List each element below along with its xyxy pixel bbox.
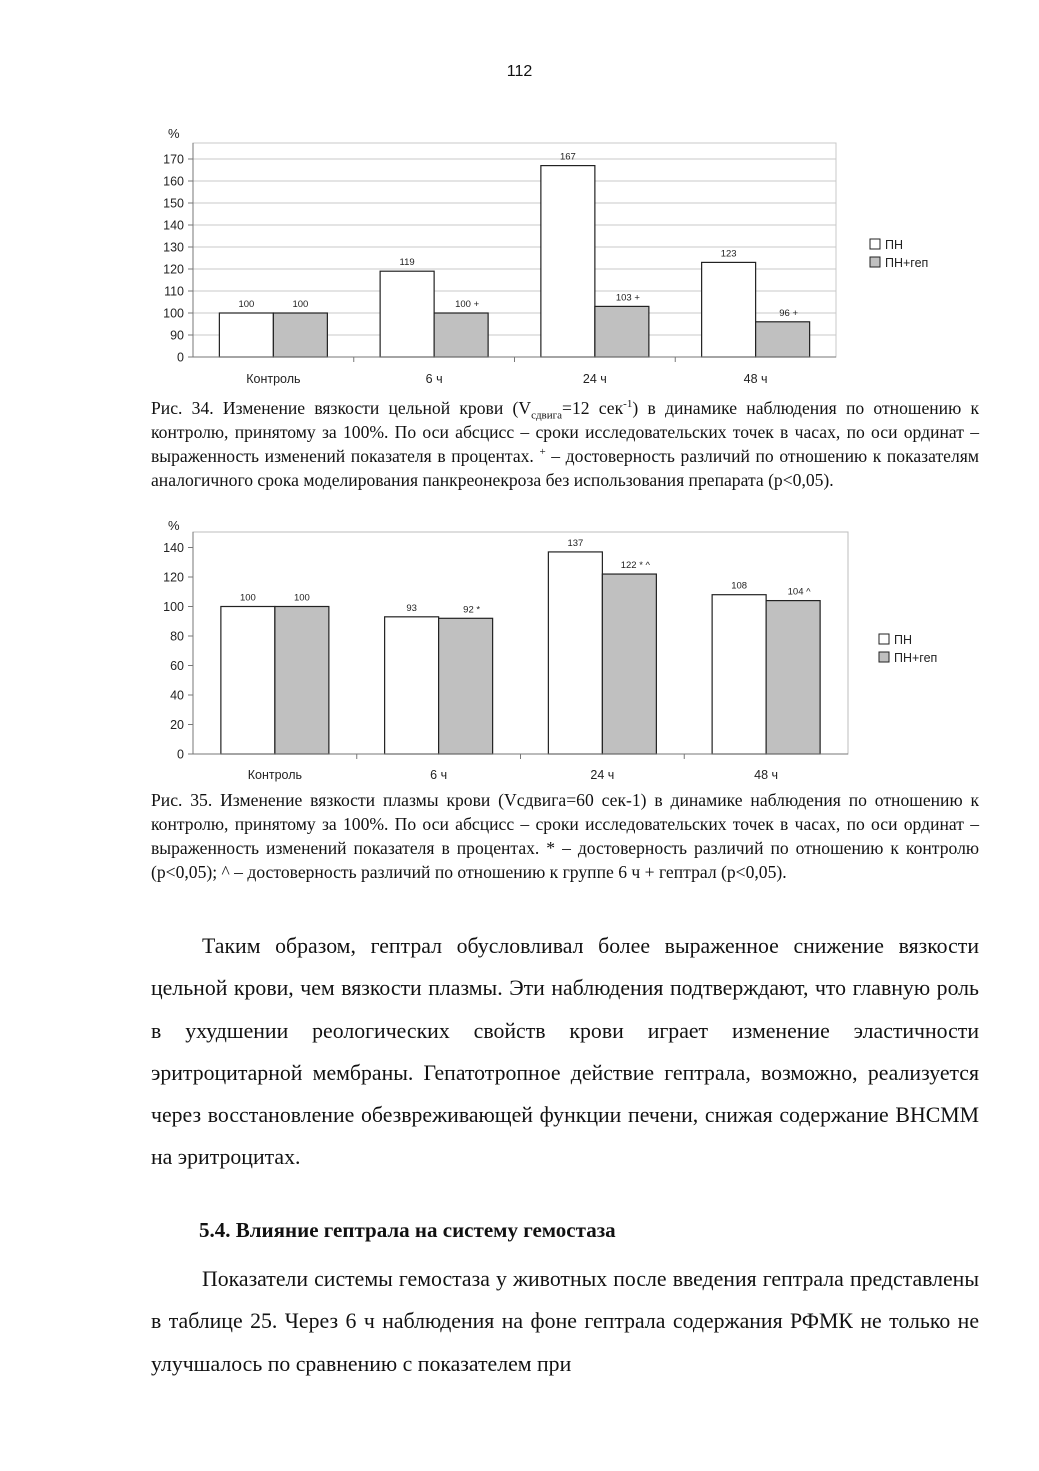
bar — [602, 574, 656, 754]
data-label: 100 — [293, 592, 310, 604]
bar — [221, 607, 275, 755]
bar — [548, 552, 602, 754]
y-tick-label: 0 — [177, 747, 184, 762]
figure-35-caption: Рис. 35. Изменение вязкости плазмы крови (Vсдвига=60 сек-1) в динамике наблюдения по отношению к контролю, принятому за 100%. По оси абсцисс – сроки исследовательских точек в часах, по оси ординат – выраженность изменений показателя в процентах. * – достоверность различий по отношению к контролю (р<0,05); ^ – достоверность различий по отношению к группе 6 ч + гептрал (р<0,05). — [151, 790, 979, 882]
data-label: 93 — [406, 602, 417, 614]
caption-text: Рис. 34. Изменение вязкости цельной крови (V — [151, 398, 532, 418]
bar — [385, 617, 439, 754]
paragraph-text: Показатели системы гемостаза у животных после введения гептрала представлены в таблице 25. Через 6 ч наблюдения на фоне гептрала содержания РФМК не только не улучшалось по сравнению с показателем при — [151, 1267, 979, 1376]
page-number: 112 — [506, 63, 533, 80]
y-tick-label: 20 — [170, 718, 184, 732]
data-label: 123 — [720, 248, 737, 260]
bar — [275, 607, 329, 755]
data-label: 119 — [399, 257, 415, 269]
body-paragraph-2 — [151, 1258, 979, 1385]
data-label: 100 — [292, 299, 309, 310]
paragraph-text: Таким образом, гептрал обусловливал более выраженное снижение вязкости цельной крови, чем вязкости плазмы. Эти наблюдения подтверждают, что главную роль в ухудшении реологических свойств крови играет изменение эластичности эритроцитарной мембраны. Гепатотропное действие гептрала, возможно, реализуется через восстановление обезвреживающей функции печени, снижая содержание ВНСММ на эритроцитах. — [151, 934, 979, 1170]
y-tick-label: 140 — [163, 218, 184, 233]
data-label: 167 — [559, 151, 576, 163]
legend-label: ПН+геп — [885, 256, 929, 270]
legend-label: ПН — [885, 238, 904, 252]
y-tick-label: 90 — [170, 328, 184, 343]
y-tick-label: 40 — [170, 688, 184, 703]
y-tick-label: 120 — [163, 262, 184, 277]
caption-text: – достоверность различий по отношению к показателям аналогичного срока моделирования панкреонекроза без использования препарата (р<0,05). — [151, 446, 979, 490]
y-axis-label: % — [168, 518, 180, 533]
body-paragraph-1 — [151, 925, 979, 1179]
data-label: 103 + — [615, 292, 640, 304]
legend-label: ПН+геп — [894, 651, 938, 665]
x-tick-label: 24 ч — [582, 372, 607, 386]
x-tick-label: 48 ч — [754, 768, 779, 782]
y-tick-label: 120 — [163, 570, 184, 585]
legend-label: ПН — [894, 633, 913, 647]
caption-subscript: сдвига — [531, 409, 563, 422]
caption-superscript: -1 — [623, 398, 633, 411]
y-tick-label: 160 — [163, 174, 184, 189]
x-tick-label: Контроль — [246, 372, 301, 386]
data-label: 104 ^ — [787, 586, 811, 598]
x-tick-label: 6 ч — [425, 372, 443, 386]
data-label: 108 — [731, 580, 748, 592]
y-tick-label: 110 — [164, 284, 184, 299]
caption-text: =12 сек — [562, 398, 624, 418]
data-label: 137 — [567, 537, 584, 549]
x-tick-label: Контроль — [247, 768, 303, 782]
y-tick-label: 130 — [163, 240, 184, 255]
y-tick-label: 170 — [163, 152, 184, 167]
y-tick-label: 100 — [163, 306, 184, 321]
y-axis-label: % — [168, 126, 180, 141]
legend-swatch — [879, 652, 889, 662]
data-label: 122 * ^ — [620, 560, 651, 572]
data-label: 92 * — [463, 604, 481, 616]
y-tick-label: 150 — [163, 196, 184, 211]
legend-swatch — [879, 634, 889, 644]
x-tick-label: 6 ч — [430, 768, 448, 782]
y-tick-label: 80 — [170, 629, 184, 644]
caption-text: ) в динамике наблюдения по отношению к контролю, принятому за 100%. По оси абсцисс – сроки исследовательских точек в часах, по оси ординат – выраженность изменений показателя в процентах. — [151, 398, 980, 466]
data-label: 100 — [238, 299, 255, 310]
x-tick-label: 24 ч — [590, 768, 615, 782]
data-label: 100 — [239, 592, 256, 604]
section-heading: 5.4. Влияние гептрала на систему гемостаза — [199, 1218, 616, 1242]
data-label: 100 + — [455, 299, 480, 310]
y-tick-label: 140 — [163, 541, 184, 555]
bar — [439, 618, 493, 754]
bar — [712, 595, 766, 754]
caption-plus-mark: + — [539, 446, 546, 459]
y-tick-label: 100 — [163, 600, 184, 614]
y-tick-label: 0 — [177, 350, 184, 365]
y-tick-label: 60 — [170, 659, 184, 673]
bar — [766, 601, 820, 754]
data-label: 96 + — [779, 307, 799, 319]
x-tick-label: 48 ч — [743, 372, 768, 386]
